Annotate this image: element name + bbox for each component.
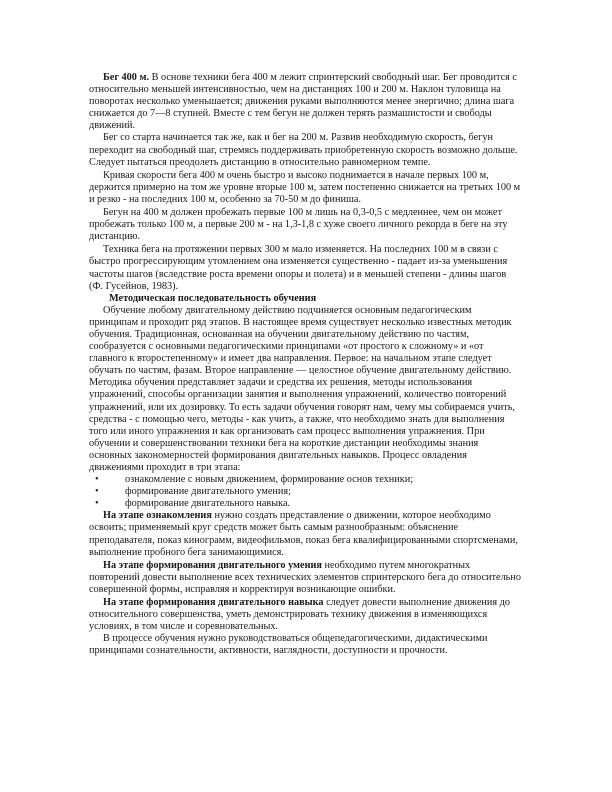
paragraph-start: Бег со старта начинается так же, как и бег на 200 м. Развив необходимую скорость, бегун переходит на свободный шаг, стремясь поддерживать приобретенную скорость возможно дольше. Следует пытаться преодолеть дистанцию в относительно равномерном темпе. (89, 132, 518, 168)
stages-list (89, 474, 521, 510)
paragraph-speed-curve: Кривая скорости бега 400 м очень быстро и высоко поднимается в начале первых 100 м, держится примерно на том же уровне вторые 100 м, затем постепенно снижается на третьих 100 м и резко - на последних 100 м, особенно за 70-50 м до финиша. (89, 169, 521, 205)
paragraph-400m-intro (89, 72, 521, 132)
paragraph-principles: В процессе обучения нужно руководствоваться общепедагогическими, дидактическими принципами сознательности, активности, наглядности, доступности и прочности. (89, 633, 488, 657)
paragraph-training-methods: Обучение любому двигательному действию подчиняется основным педагогическим принципам и проходит ряд этапов. В настоящее время существует несколько известных методик обучения. Традиционная, основанная на обучении двигательному действию по частям, сообразуется с основными педагогическими принципами «от простого к сложному» и «от главного к второстепенному» и имеет два направления. Первое: на начальном этапе следует обучать по частям, фазам. Второе направление — целостное обучение двигательному действию. Методика обучения представляет задачи и средства их решения, методы использования упражнений, способы организации занятия и выполнения упражнений, количество повторений упражнений, или их дозировку. То есть задачи обучения говорят нам, чему мы собираемся учить, средства - с помощью чего, методы - как учить, а также, что необходимо знать для выполнения того или иного упражнения и как организовать сам процесс выполнения упражнения. При обучении и совершенствовании техники бега на короткие дистанции необходимы знания основных закономерностей формирования двигательных навыков. Процесс овладения движениями проходит в три этапа: (89, 304, 515, 473)
paragraph-lead: На этапе ознакомления (103, 510, 212, 522)
list-item: • формирование двигательного навыка. (95, 498, 291, 510)
paragraph-lead: Бег 400 м. (103, 72, 150, 83)
section-heading: Методическая последовательность обучения (109, 292, 317, 304)
paragraph-text: В основе техники бега 400 м лежит спринтерский свободный шаг. Бег проводится с относительно меньшей интенсивностью, чем на дистанциях 100 и 200 м. Наклон туловища на поворотах несколько уменьшается; движения руками выполняются менее энергично; длина шага снижается до 7—8 ступней. Вместе с тем бегун не должен терять размашистости и свободы движений. (89, 72, 517, 132)
list-item: • ознакомление с новым движением, формирование основ техники; (95, 474, 414, 486)
paragraph-pacing: Бегун на 400 м должен пробежать первые 100 м лишь на 0,3-0,5 с медленнее, чем он может пробежать только 100 м, а первые 200 м - на 1,3-1,8 с хуже своего личного рекорда в беге на эту дистанцию. (89, 207, 508, 243)
list-item: • формирование двигательного умения; (95, 486, 291, 498)
bullet-icon: • (95, 474, 99, 486)
paragraph-stage-habit (89, 597, 521, 633)
paragraph-lead: На этапе формирования двигательного умения (103, 559, 322, 571)
paragraph-lead: На этапе формирования двигательного навыка (103, 597, 324, 609)
paragraph-technique-fatigue: Техника бега на протяжении первых 300 м мало изменяется. На последних 100 м в связи с быстро прогрессирующим утомлением она изменяется существенно - падает из-за уменьшения частоты шагов (вследствие роста времени опоры и полета) и в меньшей степени - длины шагов (Ф. Гусейнов, 1983). (89, 244, 508, 292)
bullet-icon: • (95, 498, 99, 510)
paragraph-text: нужно создать представление о движении, которое необходимо освоить; применяемый круг средств может быть самым разнообразным: объяснение преподавателя, показ кинограмм, видеофильмов, показ бега квалифицированными спортсменами, выполнение пробного бега занимающимися. (89, 510, 518, 558)
paragraph-text: следует довести выполнение движения до относительного совершенства, уметь демонстрировать технику движения в изменяющихся условиях, в том числе и соревновательных. (89, 597, 511, 633)
document-body (89, 72, 521, 658)
paragraph-stage-skill (89, 560, 521, 596)
paragraph-stage-familiarization (89, 510, 521, 558)
bullet-icon: • (95, 486, 99, 498)
paragraph-text: необходимо путем многократных повторений довести выполнение всех технических элементов спринтерского бега до относительно совершенной формы, исправляя и корректируя возникающие ошибки. (89, 559, 521, 595)
